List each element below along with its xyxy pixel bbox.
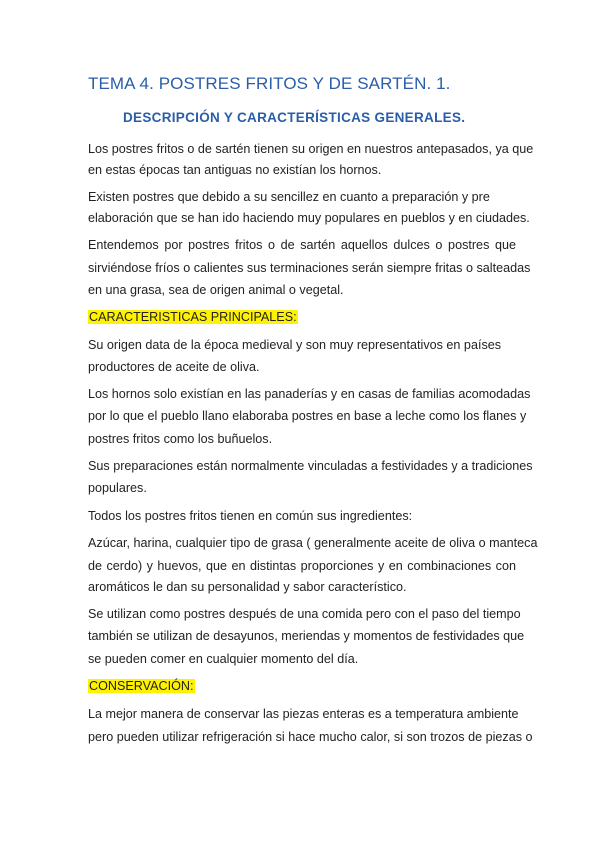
paragraph-line: sirviéndose fríos o calientes sus terminaciones serán siempre fritas o salteadas (88, 261, 531, 275)
page-title: TEMA 4. POSTRES FRITOS Y DE SARTÉN. 1. (88, 74, 451, 93)
paragraph-line: Todos los postres fritos tienen en común sus ingredientes: (88, 509, 413, 523)
paragraph-line: populares. (88, 481, 147, 495)
paragraph-line: Los hornos solo existían en las panaderías y en casas de familias acomodadas (88, 387, 531, 401)
paragraph-line: en estas épocas tan antiguas no existían los hornos. (88, 163, 382, 177)
section-subtitle: DESCRIPCIÓN Y CARACTERÍSTICAS GENERALES. (123, 110, 466, 125)
paragraph-line: de cerdo) y huevos, que en distintas proporciones y en combinaciones con (88, 559, 516, 573)
paragraph-line: en una grasa, sea de origen animal o vegetal. (88, 283, 344, 297)
paragraph-line: La mejor manera de conservar las piezas enteras es a temperatura ambiente (88, 707, 519, 721)
paragraph-line: Azúcar, harina, cualquier tipo de grasa ( generalmente aceite de oliva o manteca (88, 536, 538, 550)
paragraph-line: Entendemos por postres fritos o de sartén aquellos dulces o postres que (88, 238, 516, 252)
paragraph-line: pero pueden utilizar refrigeración si hace mucho calor, si son trozos de piezas o (88, 730, 533, 744)
section-heading (88, 680, 195, 693)
paragraph-line: productores de aceite de oliva. (88, 360, 260, 374)
paragraph-line: se pueden comer en cualquier momento del día. (88, 652, 359, 666)
paragraph-line: Se utilizan como postres después de una comida pero con el paso del tiempo (88, 607, 521, 621)
paragraph-line: Existen postres que debido a su sencillez en cuanto a preparación y pre (88, 190, 490, 204)
paragraph-line: Su origen data de la época medieval y son muy representativos en países (88, 338, 502, 352)
section-heading (88, 311, 298, 324)
paragraph-line: por lo que el pueblo llano elaboraba postres en base a leche como los flanes y (88, 409, 527, 423)
paragraph-line: aromáticos le dan su personalidad y sabor característico. (88, 580, 407, 594)
paragraph-line: postres fritos como los buñuelos. (88, 432, 273, 446)
paragraph-line: Los postres fritos o de sartén tienen su origen en nuestros antepasados, ya que (88, 142, 534, 156)
highlighted-heading-text: CONSERVACIÓN: (89, 679, 194, 693)
paragraph-line: también se utilizan de desayunos, meriendas y momentos de festividades que (88, 629, 525, 643)
paragraph-line: Sus preparaciones están normalmente vinculadas a festividades y a tradiciones (88, 459, 533, 473)
highlighted-heading-text: CARACTERISTICAS PRINCIPALES: (89, 310, 297, 324)
paragraph-line: elaboración que se han ido haciendo muy populares en pueblos y en ciudades. (88, 211, 530, 225)
